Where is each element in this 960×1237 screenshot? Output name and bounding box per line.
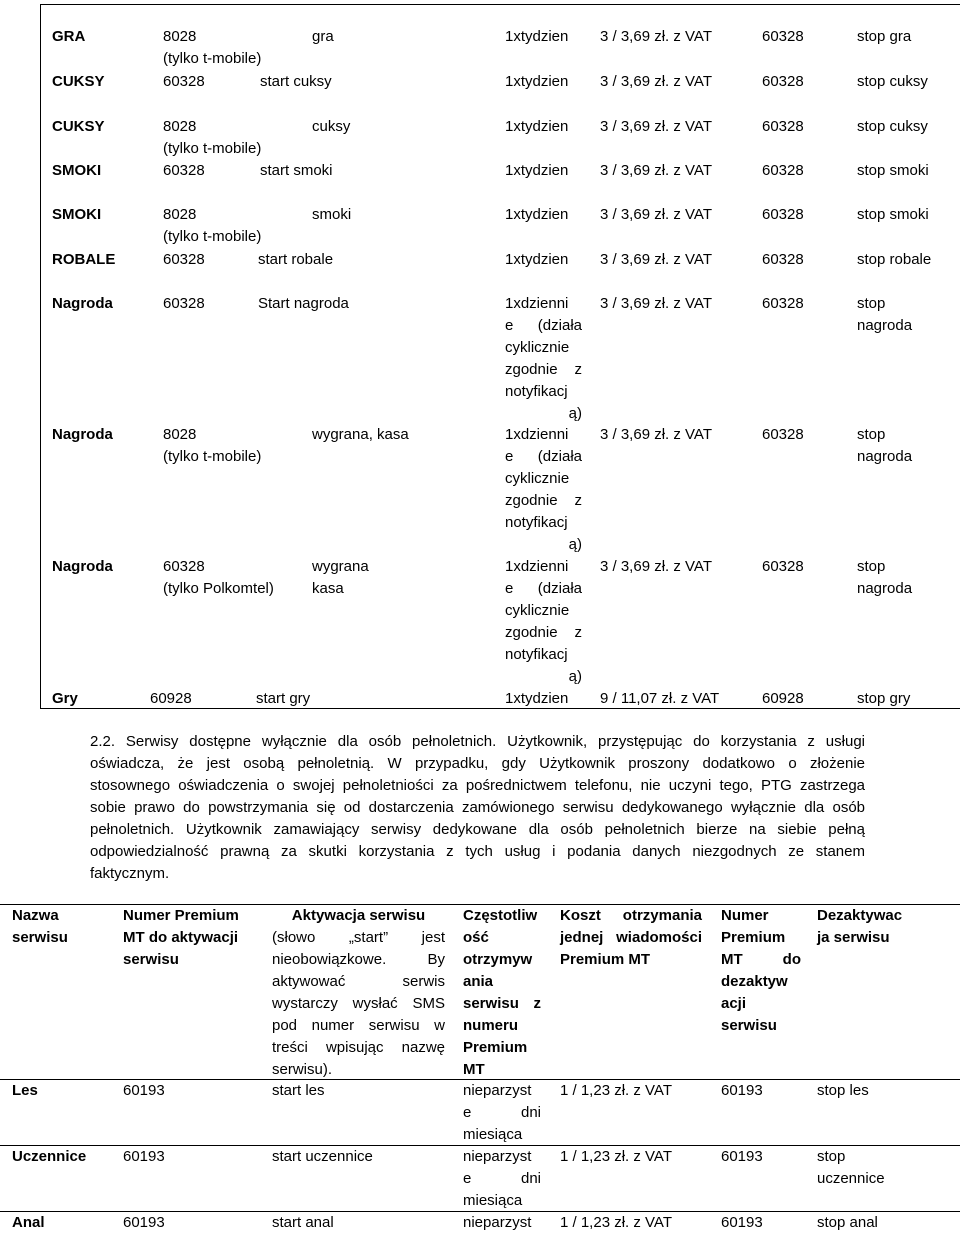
- service-name: SMOKI: [52, 206, 102, 223]
- table-border: [40, 4, 41, 709]
- cost: 9 / 11,07 zł. z VAT: [600, 690, 720, 707]
- activation-command: Start nagroda: [258, 295, 349, 312]
- service-name: ROBALE: [52, 251, 116, 268]
- stop-command: nagroda: [857, 580, 913, 597]
- frequency: 1xdzienni e (działa cyklicznie zgodnie z notyfikacj ą): [505, 295, 582, 422]
- stop-command: stop: [857, 426, 886, 443]
- activation-command: gra: [312, 28, 334, 45]
- cost: 1 / 1,23 zł. z VAT: [560, 1082, 672, 1099]
- service-name: Nagroda: [52, 426, 113, 443]
- service-name: CUKSY: [52, 118, 105, 135]
- service-name: Nagroda: [52, 558, 113, 575]
- stop-number: 60193: [721, 1214, 763, 1231]
- stop-command: stop les: [817, 1082, 869, 1099]
- premium-number: 60193: [123, 1082, 165, 1099]
- cost: 3 / 3,69 zł. z VAT: [600, 162, 712, 179]
- stop-command: nagroda: [857, 448, 913, 465]
- frequency: 1xtydzien: [505, 251, 569, 268]
- stop-number: 60328: [762, 162, 804, 179]
- frequency: 1xtydzien: [505, 118, 569, 135]
- number-note: (tylko t-mobile): [163, 448, 262, 465]
- service-name: Anal: [12, 1214, 45, 1231]
- cost: 3 / 3,69 zł. z VAT: [600, 206, 712, 223]
- stop-command: stop: [857, 295, 886, 312]
- activation-command: kasa: [312, 580, 344, 597]
- stop-number: 60328: [762, 295, 804, 312]
- service-name: GRA: [52, 28, 86, 45]
- frequency: 1xtydzien: [505, 690, 569, 707]
- activation-command: start cuksy: [260, 73, 332, 90]
- header-deactivation: Dezaktywac ja serwisu: [817, 907, 903, 946]
- premium-number: 60193: [123, 1214, 165, 1231]
- premium-number: 60328: [163, 295, 205, 312]
- activation-command: wygrana, kasa: [312, 426, 409, 443]
- activation-command: start robale: [258, 251, 334, 268]
- activation-command: start les: [272, 1082, 325, 1099]
- frequency: 1xdzienni e (działa cyklicznie zgodnie z notyfikacj ą): [505, 426, 582, 553]
- cost: 3 / 3,69 zł. z VAT: [600, 73, 712, 90]
- frequency: nieparzyst e dni miesiąca: [463, 1082, 541, 1143]
- frequency: 1xtydzien: [505, 162, 569, 179]
- stop-command: stop cuksy: [857, 73, 928, 90]
- stop-command: stop smoki: [857, 206, 929, 223]
- premium-number: 60328: [163, 73, 205, 90]
- stop-number: 60193: [721, 1082, 763, 1099]
- stop-number: 60328: [762, 426, 804, 443]
- stop-command: uczennice: [817, 1170, 885, 1187]
- stop-number: 60328: [762, 73, 804, 90]
- header-deactivation-number: Numer Premium MT do dezaktyw acji serwisu: [721, 907, 801, 1034]
- premium-number: 8028: [163, 206, 197, 223]
- stop-number: 60328: [762, 28, 804, 45]
- activation-command: wygrana: [312, 558, 369, 575]
- stop-command: stop gra: [857, 28, 912, 45]
- premium-number: 8028: [163, 426, 197, 443]
- header-cost: Koszt otrzymania jednej wiadomości Premium MT: [560, 907, 702, 968]
- service-name: Nagroda: [52, 295, 113, 312]
- number-note: (tylko Polkomtel): [163, 580, 274, 597]
- premium-number: 60193: [123, 1148, 165, 1165]
- stop-number: 60928: [762, 690, 804, 707]
- service-name: CUKSY: [52, 73, 105, 90]
- number-note: (tylko t-mobile): [163, 50, 262, 67]
- activation-command: start gry: [256, 690, 311, 707]
- header-activation: Aktywacja serwisu (słowo „start” jest nieobowiązkowe. By aktywować serwis wystarczy wysłać SMS pod numer serwisu w treści wpisując nazwę serwisu).: [272, 907, 445, 1078]
- service-name: SMOKI: [52, 162, 102, 179]
- header-premium-number: Numer Premium MT do aktywacji serwisu: [123, 907, 239, 968]
- stop-command: stop: [857, 558, 886, 575]
- premium-number: 60328: [163, 558, 205, 575]
- cost: 3 / 3,69 zł. z VAT: [600, 558, 712, 575]
- cost: 3 / 3,69 zł. z VAT: [600, 426, 712, 443]
- stop-command: stop anal: [817, 1214, 878, 1231]
- frequency: nieparzyst e dni miesiąca: [463, 1148, 541, 1209]
- stop-command: stop robale: [857, 251, 932, 268]
- header-frequency: Częstotliw ość otrzymyw ania serwisu z numeru Premium MT: [463, 907, 541, 1078]
- premium-number: 8028: [163, 118, 197, 135]
- cost: 1 / 1,23 zł. z VAT: [560, 1214, 672, 1231]
- stop-number: 60328: [762, 206, 804, 223]
- activation-command: start uczennice: [272, 1148, 373, 1165]
- stop-command: nagroda: [857, 317, 913, 334]
- premium-number: 60328: [163, 251, 205, 268]
- frequency: 1xdzienni e (działa cyklicznie zgodnie z notyfikacj ą): [505, 558, 582, 685]
- service-name: Gry: [52, 690, 78, 707]
- stop-number: 60328: [762, 118, 804, 135]
- stop-command: stop cuksy: [857, 118, 928, 135]
- service-name: Les: [12, 1082, 38, 1099]
- frequency: 1xtydzien: [505, 28, 569, 45]
- cost: 3 / 3,69 zł. z VAT: [600, 118, 712, 135]
- number-note: (tylko t-mobile): [163, 228, 262, 245]
- frequency: nieparzyst: [463, 1214, 532, 1231]
- frequency: 1xtydzien: [505, 73, 569, 90]
- activation-command: smoki: [312, 206, 352, 223]
- stop-command: stop gry: [857, 690, 911, 707]
- premium-number: 8028: [163, 28, 197, 45]
- activation-command: start smoki: [260, 162, 333, 179]
- cost: 3 / 3,69 zł. z VAT: [600, 251, 712, 268]
- table-border: [40, 4, 960, 5]
- service-name: Uczennice: [12, 1148, 87, 1165]
- cost: 3 / 3,69 zł. z VAT: [600, 295, 712, 312]
- stop-number: 60328: [762, 558, 804, 575]
- number-note: (tylko t-mobile): [163, 140, 262, 157]
- stop-number: 60328: [762, 251, 804, 268]
- stop-command: stop smoki: [857, 162, 929, 179]
- frequency: 1xtydzien: [505, 206, 569, 223]
- stop-command: stop: [817, 1148, 846, 1165]
- premium-number: 60328: [163, 162, 205, 179]
- activation-command: start anal: [272, 1214, 334, 1231]
- cost: 3 / 3,69 zł. z VAT: [600, 28, 712, 45]
- stop-number: 60193: [721, 1148, 763, 1165]
- header-service-name: Nazwa serwisu: [12, 907, 68, 946]
- cost: 1 / 1,23 zł. z VAT: [560, 1148, 672, 1165]
- premium-number: 60928: [150, 690, 192, 707]
- section-paragraph: 2.2. Serwisy dostępne wyłącznie dla osób pełnoletnich. Użytkownik, przystępując do korzystania z usługi oświadcza, że jest osobą pełnoletnią. W przypadku, gdy Użytkownik proszony dodatkowo o złożenie stosownego oświadczenia o swojej pełnoletniości za pośrednictwem telefonu, nie uczyni tego, PTG zastrzega sobie prawo do powstrzymania się od dostarczenia zamówionego serwisu dedykowanego wyłącznie dla osób pełnoletnich. Użytkownik zamawiający serwisy dedykowane dla osób pełnoletnich bierze na siebie pełną odpowiedzialność prawną za skutki korzystania z tych usług i podania danych niezgodnych ze stanem faktycznym.: [90, 733, 865, 882]
- activation-command: cuksy: [312, 118, 351, 135]
